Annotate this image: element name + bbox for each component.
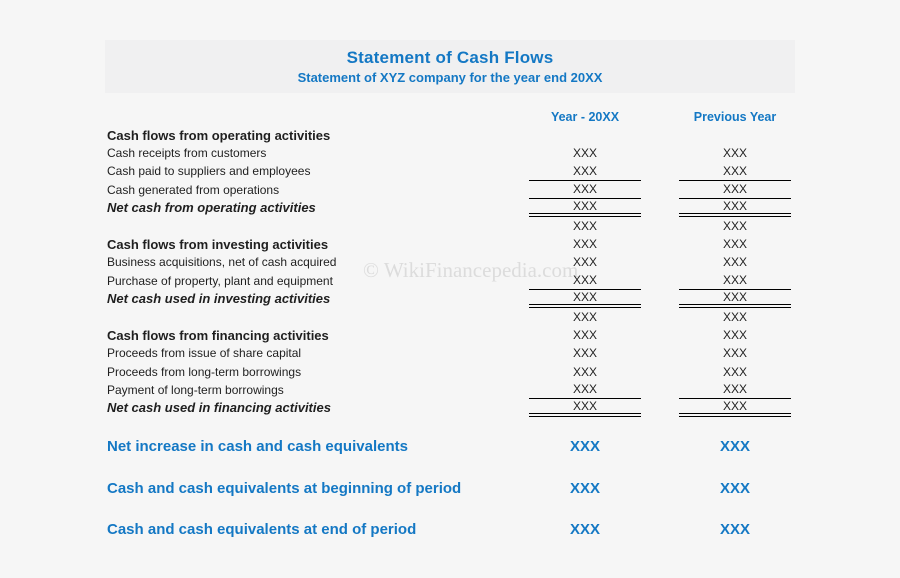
column-header-previous-year: Previous Year bbox=[693, 110, 777, 124]
row-value-previous-year: XXX bbox=[722, 237, 747, 252]
statement-rows bbox=[105, 126, 797, 417]
row-label: Purchase of property, plant and equipment bbox=[107, 273, 333, 288]
statement-subtitle: Statement of XYZ company for the year end 20XX bbox=[297, 70, 603, 85]
summary-row-beginning-of-period bbox=[105, 475, 797, 501]
summary-row-net-increase bbox=[105, 433, 797, 459]
row-value-previous-year bbox=[679, 126, 791, 144]
statement-row bbox=[105, 381, 797, 399]
statement-row bbox=[105, 235, 797, 253]
row-value-year: XXX bbox=[572, 328, 597, 343]
summary-value-col1: XXX bbox=[569, 479, 600, 497]
statement-row bbox=[105, 344, 797, 362]
row-value-year: XXX bbox=[529, 272, 641, 290]
row-label: Payment of long-term borrowings bbox=[107, 382, 284, 397]
statement-row bbox=[105, 308, 797, 326]
row-value-year: XXX bbox=[529, 181, 641, 199]
row-value-previous-year: XXX bbox=[679, 399, 791, 417]
row-value-previous-year: XXX bbox=[679, 199, 791, 217]
row-value-previous-year: XXX bbox=[722, 146, 747, 161]
row-label: Proceeds from long-term borrowings bbox=[107, 364, 302, 379]
row-value-previous-year: XXX bbox=[722, 219, 747, 234]
summary-value-col2: XXX bbox=[719, 520, 750, 538]
statement-row bbox=[105, 272, 797, 290]
row-value-previous-year: XXX bbox=[722, 346, 747, 361]
statement-title: Statement of Cash Flows bbox=[346, 48, 554, 67]
statement-header bbox=[105, 40, 795, 93]
row-value-year: XXX bbox=[529, 381, 641, 399]
row-value-year: XXX bbox=[529, 162, 641, 180]
row-label: Cash flows from financing activities bbox=[107, 327, 329, 343]
row-value-previous-year: XXX bbox=[679, 272, 791, 290]
row-label: Cash paid to suppliers and employees bbox=[107, 164, 311, 179]
row-value-previous-year: XXX bbox=[679, 162, 791, 180]
watermark: © WikiFinancepedia.com bbox=[363, 258, 579, 282]
row-value-year: XXX bbox=[572, 309, 597, 324]
row-label: Net cash used in investing activities bbox=[107, 291, 331, 307]
statement-row bbox=[105, 181, 797, 199]
row-label: Cash receipts from customers bbox=[107, 146, 267, 161]
row-label: Cash generated from operations bbox=[107, 182, 280, 197]
row-value-year: XXX bbox=[572, 364, 597, 379]
row-value-previous-year: XXX bbox=[722, 309, 747, 324]
column-header-year: Year - 20XX bbox=[550, 110, 620, 124]
summary-label: Cash and cash equivalents at end of period bbox=[107, 520, 417, 538]
row-value-year: XXX bbox=[572, 219, 597, 234]
column-header-row bbox=[105, 108, 797, 126]
row-label: Net cash from operating activities bbox=[107, 200, 316, 216]
summary-value-col1: XXX bbox=[569, 520, 600, 538]
statement-row bbox=[105, 399, 797, 417]
row-value-year: XXX bbox=[572, 255, 597, 270]
row-value-year bbox=[529, 126, 641, 144]
summary-label: Net increase in cash and cash equivalents bbox=[107, 437, 408, 455]
summary-row-end-of-period bbox=[105, 516, 797, 542]
summary-value-col2: XXX bbox=[719, 437, 750, 455]
row-value-year: XXX bbox=[572, 237, 597, 252]
row-value-year: XXX bbox=[529, 290, 641, 308]
statement-row bbox=[105, 144, 797, 162]
statement-row bbox=[105, 162, 797, 180]
statement-row bbox=[105, 126, 797, 144]
row-value-year: XXX bbox=[529, 399, 641, 417]
row-value-previous-year: XXX bbox=[679, 181, 791, 199]
statement-row bbox=[105, 326, 797, 344]
row-label: Cash flows from investing activities bbox=[107, 236, 329, 252]
row-value-previous-year: XXX bbox=[679, 290, 791, 308]
row-value-year: XXX bbox=[572, 346, 597, 361]
summary-value-col2: XXX bbox=[719, 479, 750, 497]
summary-label: Cash and cash equivalents at beginning of period bbox=[107, 479, 462, 497]
statement-row bbox=[105, 253, 797, 271]
statement-row bbox=[105, 290, 797, 308]
row-value-previous-year: XXX bbox=[722, 255, 747, 270]
row-value-previous-year: XXX bbox=[722, 328, 747, 343]
row-label: Business acquisitions, net of cash acquired bbox=[107, 255, 337, 270]
row-value-previous-year: XXX bbox=[722, 364, 747, 379]
row-value-year: XXX bbox=[529, 199, 641, 217]
summary-value-col1: XXX bbox=[569, 437, 600, 455]
row-label: Proceeds from issue of share capital bbox=[107, 346, 302, 361]
statement-row bbox=[105, 199, 797, 217]
row-label: Net cash used in financing activities bbox=[107, 400, 331, 416]
statement-row bbox=[105, 362, 797, 380]
row-value-previous-year: XXX bbox=[679, 381, 791, 399]
statement-row bbox=[105, 217, 797, 235]
row-label: Cash flows from operating activities bbox=[107, 127, 331, 143]
row-value-year: XXX bbox=[572, 146, 597, 161]
